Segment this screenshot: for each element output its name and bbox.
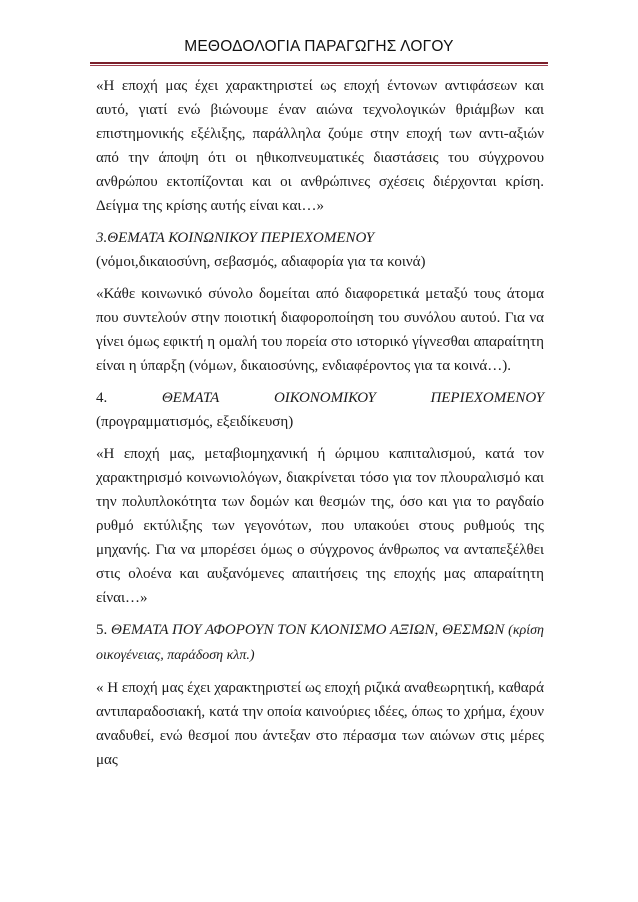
section-subtitle-5: (κρίση οικογένειας, παράδοση κλπ.) — [96, 623, 544, 663]
paragraph-4: « Η εποχή μας έχει χαρακτηριστεί ως εποχή ριζικά αναθεωρητική, καθαρά αντιπαραδοσιακή, κατά την οποία καινούριες ιδέες, όπως το χρήμα, έχουν αναδυθεί, ενώ θεσμοί που άντεξαν στο πέρασμα των αιώνων στις μέρες μας — [96, 680, 544, 768]
page-header-title: ΜΕΘΟΔΟΛΟΓΙΑ ΠΑΡΑΓΩΓΗΣ ΛΟΓΟΥ — [184, 38, 454, 55]
section-heading-4-word-3: ΠΕΡΙΕΧΟΜΕΝΟΥ — [430, 390, 544, 406]
section-subtitle-4: (προγραμματισμός, εξειδίκευση) — [96, 414, 294, 430]
section-number-5: 5. — [96, 622, 108, 638]
section-heading-4-word-1: ΘΕΜΑΤΑ — [161, 390, 220, 406]
section-heading-4-word-2: ΟΙΚΟΝΟΜΙΚΟΥ — [273, 390, 376, 406]
paragraph-3: «Η εποχή μας, μεταβιομηχανική ή ώριμου καπιταλισμού, κατά τον χαρακτηρισμό κοινωνιολόγων, διακρίνεται τόσο για τον πλουραλισμό και την πολυπλοκότητα των δομών και θεσμών της, όσο και για το ραγδαίο ρυθμό εκτύλιξης των γεγονότων, που υπακούει στους ρυθμούς της μηχανής. Για να μπορέσει όμως ο σύγχρονος άνθρωπος να ανταπεξέλθει στις ολοένα και αυξανόμενες απαιτήσεις της εποχής μας απαραίτητη είναι…» — [96, 446, 544, 606]
document-body — [96, 74, 544, 780]
section-heading-5 — [96, 618, 544, 668]
header-rule-thin — [90, 65, 548, 66]
section-number-4: 4. — [96, 390, 108, 406]
section-heading-3: 3.ΘΕΜΑΤΑ ΚΟΙΝΩΝΙΚΟΥ ΠΕΡΙΕΧΟΜΕΝΟΥ — [96, 230, 375, 246]
section-heading-5-text: ΘΕΜΑΤΑ ΠΟΥ ΑΦΟΡΟΥΝ ΤΟΝ ΚΛΟΝΙΣΜΟ ΑΞΙΩΝ, ΘΕΣΜΩΝ — [111, 622, 505, 638]
header-rule — [90, 62, 548, 64]
section-subtitle-3: (νόμοι,δικαιοσύνη, σεβασμός, αδιαφορία για τα κοινά) — [96, 254, 426, 270]
paragraph-1: «Η εποχή μας έχει χαρακτηριστεί ως εποχή έντονων αντιφάσεων και αυτό, γιατί ενώ βιώνουμε έναν αιώνα τεχνολογικών θριάμβων και επιστημονικής εξέλιξης, παράλληλα ζούμε στην εποχή των αντι-αξιών από την άποψη ότι οι ηθικοπνευματικές διαστάσεις του σύγχρονου ανθρώπου εκτοπίζονται και οι ανθρώπινες σχέσεις διέρχονται κρίση. Δείγμα της κρίσης αυτής είναι και…» — [96, 78, 544, 214]
paragraph-2: «Κάθε κοινωνικό σύνολο δομείται από διαφορετικά μεταξύ τους άτομα που συντελούν στην ποιοτική διαφοροποίηση του συνόλου αυτού. Για να γίνει όμως εφικτή η ομαλή του πορεία στο ιστορικό γίγνεσθαι απαραίτητη είναι η ύπαρξη (νόμων, δικαιοσύνης, ενδιαφέροντος για τα κοινά…). — [96, 286, 544, 374]
section-heading-4 — [96, 386, 544, 410]
